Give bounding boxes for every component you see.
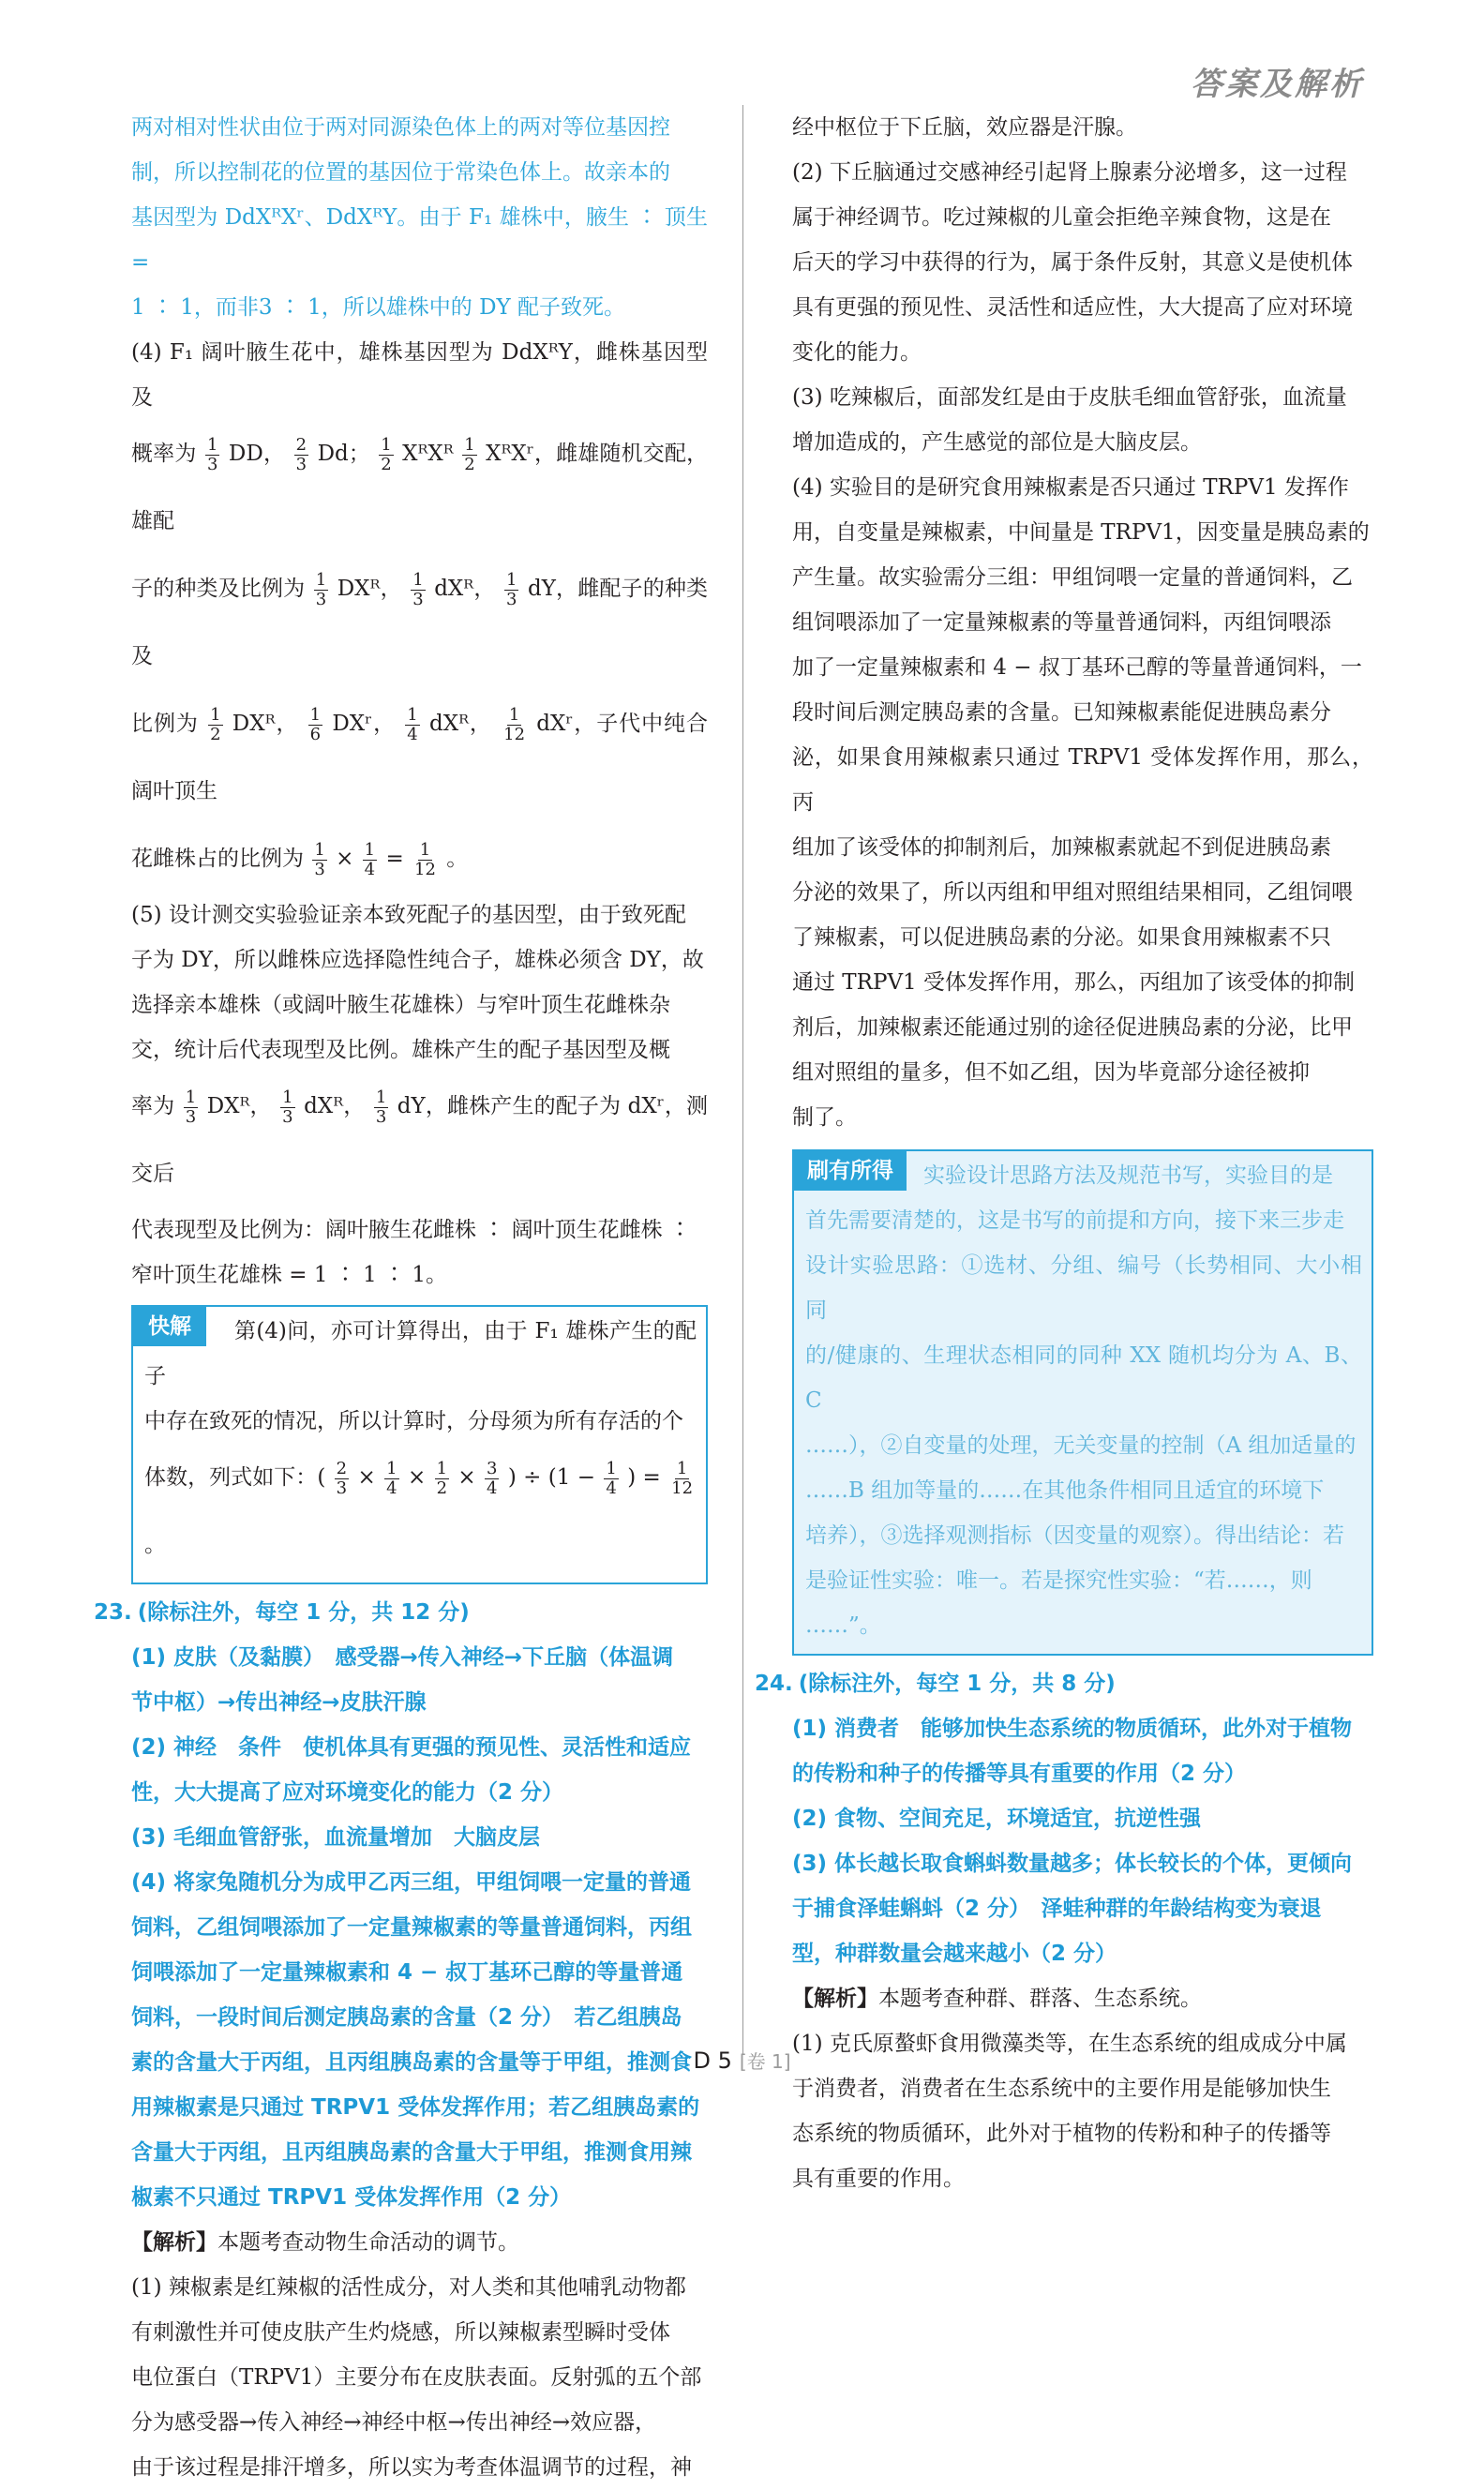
text-line: 属于神经调节。吃过辣椒的儿童会拒绝辛辣食物，这是在 [792,205,1331,230]
text-line: 第(4)问，亦可计算得出，由于 F₁ 雄株产生的配子 [144,1319,697,1388]
text-span: DXʳ， [332,712,397,736]
text-line: 态系统的物质循环，此外对于植物的传粉和种子的传播等 [792,2122,1331,2146]
fraction: $\frac{1}{3}$ [185,1087,197,1127]
fraction: $\frac{2}{3}$ [336,1458,348,1498]
q23-header [94,1590,708,1635]
fraction: $\frac{1}{2}$ [464,434,475,474]
text-span: DD， [228,442,286,466]
fraction: $\frac{1}{12}$ [503,704,526,744]
text-line: 制了。 [792,1105,857,1130]
answer-line: 饲料，一段时间后测定胰岛素的含量（2 分） 若乙组胰岛 [131,2005,682,2030]
q24-analysis-intro [792,1976,1373,2021]
text-line: 增加造成的，产生感觉的部位是大脑皮层。 [792,430,1202,455]
text-span: 率为 [131,1094,175,1118]
fraction: $\frac{1}{2}$ [210,704,221,744]
text-span: × [336,847,354,871]
quick-solution-box [131,1305,708,1584]
text-span: 。 [446,847,469,871]
text-line: (1) 克氏原螯虾食用微藻类等，在生态系统的组成成分中属 [792,2032,1347,2056]
page-number: D 5 [693,2048,732,2074]
text-line: 于消费者，消费者在生态系统中的主要作用是能够加快生 [792,2077,1331,2101]
fraction: $\frac{1}{6}$ [309,704,322,744]
text-line: 分泌的效果了，所以丙组和甲组对照组结果相同，乙组饲喂 [792,880,1353,905]
fraction: $\frac{1}{3}$ [282,1087,293,1127]
text-line: 实验设计思路方法及规范书写，实验目的是 [923,1163,1333,1188]
text-span: dY，雌株产生的配子为 dXʳ，测交后 [131,1094,709,1186]
text-line: 段时间后测定胰岛素的含量。已知辣椒素能促进胰岛素分 [792,700,1331,725]
text-span: ) = [627,1465,661,1490]
answer-line: 性，大大提高了应对环境变化的能力（2 分） [131,1780,564,1805]
text-span: 本题考查种群、群落、生态系统。 [878,1987,1202,2011]
q24-scoring: (除标注外，每空 1 分，共 8 分) [798,1672,1116,1696]
answer-line: 椒素不只通过 TRPV1 受体发挥作用（2 分） [131,2185,572,2210]
text-line: 制，所以控制花的位置的基因位于常染色体上。故亲本的 [131,160,670,185]
text-span: dY，雌配子的种类及 [131,577,709,668]
fraction: $\frac{1}{12}$ [671,1458,694,1498]
answer-line: (2) 神经 条件 使机体具有更强的预见性、灵活性和适应 [131,1735,692,1760]
q4-line-1: (4) F₁ 阔叶腋生花中，雄株基因型为 DdXᴿY，雌株基因型及 [131,340,708,410]
fraction: $\frac{1}{12}$ [414,839,436,879]
intro-paragraph [131,105,708,330]
fraction: $\frac{1}{3}$ [506,569,517,609]
text-line: 选择亲本雄株（或阔叶腋生花雄株）与窄叶顶生花雌株杂 [131,993,670,1017]
text-line: ……B 组加等量的……在其他条件相同且适宜的环境下 [805,1478,1325,1503]
answer-line: (4) 将家兔随机分为成甲乙丙三组，甲组饲喂一定量的普通 [131,1870,692,1895]
text-line: 由于该过程是排汗增多，所以实为考查体温调节的过程，神 [131,2455,692,2480]
analysis-label: 【解析】 [131,2229,217,2255]
text-span: ) ÷ (1 − [507,1465,596,1490]
text-span: 概率为 [131,442,197,466]
fraction: $\frac{3}{4}$ [487,1458,498,1498]
text-line: 基因型为 DdXᴿXʳ、DdXᴿY。由于 F₁ 雄株中，腋生 ∶ 顶生 = [131,205,708,275]
quick-formula-line [144,1444,697,1579]
q23-answers [131,1635,708,2220]
text-line: 窄叶顶生花雄株 = 1 ∶ 1 ∶ 1。 [131,1263,448,1287]
text-span: dXᴿ， [434,577,496,601]
text-line: 是验证性实验：唯一。若是探究性实验：“若……，则 [805,1568,1312,1593]
text-line: ……），②自变量的处理，无关变量的控制（A 组加适量的 [805,1433,1357,1458]
text-line: 培养），③选择观测指标（因变量的观察）。得出结论：若 [805,1523,1344,1548]
text-line: 首先需要清楚的，这是书写的前提和方向，接下来三步走 [805,1208,1344,1233]
text-line: 剂后，加辣椒素还能通过别的途径促进胰岛素的分泌，比甲 [792,1015,1353,1040]
text-line: 交，统计后代表现型及比例。雄株产生的配子基因型及概 [131,1038,670,1062]
text-line: ……”。 [805,1613,881,1638]
text-line: 具有重要的作用。 [792,2167,965,2191]
text-line: 泌，如果食用辣椒素只通过 TRPV1 受体发挥作用，那么，丙 [792,745,1373,815]
text-span: 花雌株占的比例为 [131,847,304,871]
column-divider [742,105,743,2055]
q23-number: 23. [94,1600,132,1625]
analysis-label: 【解析】 [792,1986,878,2011]
text-line: 两对相对性状由位于两对同源染色体上的两对等位基因控 [131,115,670,140]
text-span: × [407,1465,427,1490]
text-line: 加了一定量辣椒素和 4 − 叔丁基环己醇的等量普通饲料，一 [792,655,1362,680]
answer-line: (1) 消费者 能够加快生态系统的物质循环，此外对于植物 [792,1717,1353,1741]
text-line: 用，自变量是辣椒素，中间量是 TRPV1，因变量是胰岛素的 [792,520,1370,545]
text-span: = [385,847,404,871]
text-line: 具有更强的预见性、灵活性和适应性，大大提高了应对环境 [792,295,1353,320]
text-line: 电位蛋白（TRPV1）主要分布在皮肤表面。反射弧的五个部 [131,2365,702,2390]
text-span: 比例为 [131,712,199,736]
fraction: $\frac{1}{2}$ [381,434,392,474]
text-line: (3) 吃辣椒后，面部发红是由于皮肤毛细血管舒张，血流量 [792,385,1347,410]
fraction: $\frac{1}{3}$ [412,569,424,609]
text-line: 变化的能力。 [792,340,922,365]
answer-line: 用辣椒素是只通过 TRPV1 受体发挥作用；若乙组胰岛素的 [131,2095,700,2120]
fraction: $\frac{1}{4}$ [606,1458,617,1498]
text-span: × [357,1465,376,1490]
text-span: DXᴿ， [337,577,402,601]
quick-solution-tag: 快解 [133,1307,206,1346]
text-line: 组饲喂添加了一定量辣椒素的等量普通饲料，丙组饲喂添 [792,610,1331,635]
text-span: dXʳ，子代中纯合阔叶顶生 [131,712,708,803]
volume-label: [卷 1] [739,2050,791,2073]
text-line: 子为 DY，所以雌株应选择隐性纯合子，雄株必须含 DY，故 [131,948,704,972]
answer-line: 于捕食泽蛙蝌蚪（2 分） 泽蛙种群的年龄结构变为衰退 [792,1897,1322,1921]
q23-analysis-intro [131,2220,708,2265]
text-span: 本题考查动物生命活动的调节。 [217,2230,519,2255]
answer-line: 型，种群数量会越来越小（2 分） [792,1942,1117,1966]
answer-line: 的传粉和种子的传播等具有重要的作用（2 分） [792,1762,1247,1786]
text-span: XᴿXᴿ [402,442,454,466]
text-span: 。 [144,1533,166,1557]
answer-line: (3) 毛细血管舒张，血流量增加 大脑皮层 [131,1825,541,1850]
text-line: 代表现型及比例为：阔叶腋生花雌株 ∶ 阔叶顶生花雌株 ∶ [131,1218,691,1242]
text-line: 的/健康的、生理状态相同的同种 XX 随机均分为 A、B、C [805,1343,1362,1413]
text-line: 1 ∶ 1，而非3 ∶ 1，所以雄株中的 DY 配子致死。 [131,295,626,320]
answer-line: (2) 食物、空间充足，环境适宜，抗逆性强 [792,1807,1202,1831]
text-span: dXᴿ， [304,1094,366,1118]
text-span: XᴿXʳ，雌雄随机交配，雄配 [131,442,709,533]
answer-line: (3) 体长越长取食蝌蚪数量越多；体长较长的个体，更倾向 [792,1852,1353,1876]
left-column [94,105,709,2490]
text-line: 组加了该受体的抑制剂后，加辣椒素就起不到促进胰岛素 [792,835,1331,860]
text-line: 了辣椒素，可以促进胰岛素的分泌。如果食用辣椒素不只 [792,925,1331,950]
answer-line: 饲喂添加了一定量辣椒素和 4 − 叔丁基环己醇的等量普通 [131,1960,683,1985]
q23-scoring: (除标注外，每空 1 分，共 12 分) [137,1600,470,1625]
answer-line: (1) 皮肤（及黏膜） 感受器→传入神经→下丘脑（体温调 [131,1645,674,1670]
q24-number: 24. [755,1672,793,1696]
takeaway-box [792,1149,1373,1656]
text-span: Dd； [317,442,370,466]
q4-line-2 [131,420,708,555]
text-line: 设计实验思路：①选材、分组、编号（长势相同、大小相同 [805,1253,1362,1323]
text-span: 体数，列式如下：( [144,1465,326,1490]
text-line: (4) 实验目的是研究食用辣椒素是否只通过 TRPV1 发挥作 [792,475,1349,500]
text-line: 有刺激性并可使皮肤产生灼烧感，所以辣椒素型瞬时受体 [131,2320,670,2345]
q4-line-4 [131,690,708,825]
answer-line: 饲料，乙组饲喂添加了一定量辣椒素的等量普通饲料，丙组 [131,1915,692,1940]
fraction: $\frac{1}{2}$ [436,1458,448,1498]
answer-line: 素的含量大于丙组，且丙组胰岛素的含量等于甲组，推测食 [131,2050,692,2075]
answer-line: 节中枢）→传出神经→皮肤汗腺 [131,1690,427,1715]
fraction: $\frac{1}{3}$ [314,839,325,879]
q4-line-5 [131,825,708,892]
text-line: 分为感受器→传入神经→神经中枢→传出神经→效应器， [131,2410,657,2435]
fraction: $\frac{1}{4}$ [407,704,418,744]
text-line: (2) 下丘脑通过交感神经引起肾上腺素分泌增多，这一过程 [792,160,1347,185]
q5-line-5 [131,1072,708,1208]
fraction: $\frac{1}{3}$ [375,1087,387,1127]
text-line: 产生量。故实验需分三组：甲组饲喂一定量的普通饲料，乙 [792,565,1353,590]
takeaway-tag: 刷有所得 [794,1151,907,1191]
answer-line: 含量大于丙组，且丙组胰岛素的含量大于甲组，推测食用辣 [131,2140,692,2165]
fraction: $\frac{1}{4}$ [386,1458,397,1498]
text-line: (1) 辣椒素是红辣椒的活性成分，对人类和其他哺乳动物都 [131,2275,686,2300]
text-span: DXᴿ， [232,712,299,736]
text-line: 中存在致死的情况，所以计算时，分母须为所有存活的个 [144,1409,683,1433]
text-line: 经中枢位于下丘脑，效应器是汗腺。 [792,115,1137,140]
fraction: $\frac{2}{3}$ [295,434,307,474]
text-span: 子的种类及比例为 [131,577,306,601]
text-line: 后天的学习中获得的行为，属于条件反射，其意义是使机体 [792,250,1353,275]
text-span: DXᴿ， [206,1094,272,1118]
q24-answers [792,1706,1373,1976]
q24-header [755,1661,1373,1706]
text-span: × [457,1465,476,1490]
fraction: $\frac{1}{3}$ [315,569,327,609]
page-footer [0,2047,1484,2074]
page-header-title: 答案及解析 [1191,66,1364,103]
text-line: (5) 设计测交实验验证亲本致死配子的基因型，由于致死配 [131,903,686,927]
text-line: 组对照组的量多，但不如乙组，因为毕竟部分途径被抑 [792,1060,1310,1085]
fraction: $\frac{1}{4}$ [364,839,376,879]
fraction: $\frac{1}{3}$ [206,434,218,474]
text-span: dXᴿ， [428,712,492,736]
q4-line-3 [131,555,708,690]
text-line: 通过 TRPV1 受体发挥作用，那么，丙组加了该受体的抑制 [792,970,1355,995]
